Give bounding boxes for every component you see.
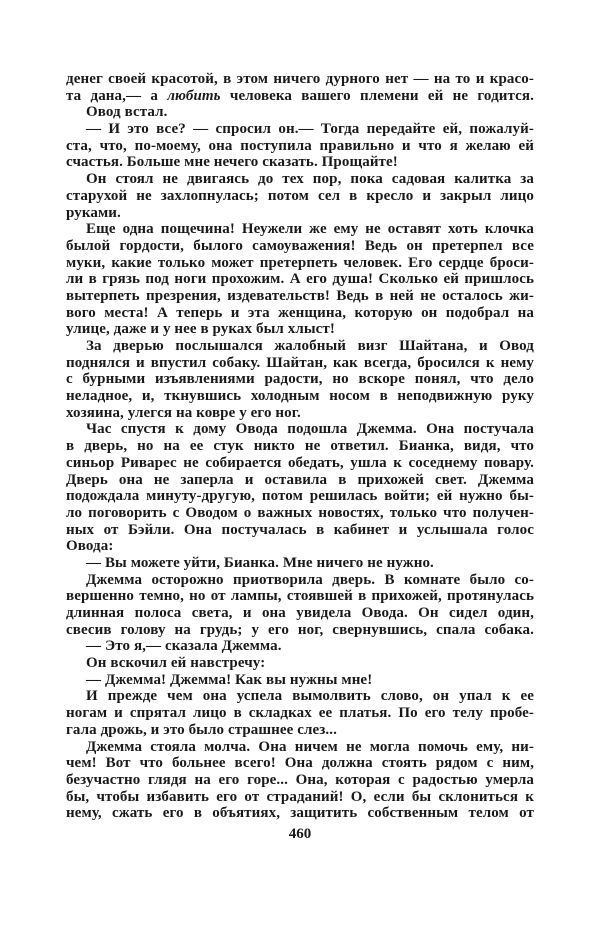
text-line: Дверь она не заперла и оставила в прихожей свет. Джемма bbox=[66, 471, 534, 488]
text-line: Джемма осторожно приотворила дверь. В комнате было со- bbox=[86, 571, 534, 588]
text-line: — Джемма! Джемма! Как вы нужны мне! bbox=[86, 671, 373, 688]
book-page-text bbox=[66, 71, 534, 822]
page-number: 460 bbox=[288, 826, 312, 842]
text-line: Час спустя к дому Овода подошла Джемма. Она постучала bbox=[86, 421, 534, 438]
text-line: ло поговорить с Оводом о важных новостях, только что получен- bbox=[66, 504, 534, 521]
text-span: человека вашего племени ей не годится. bbox=[220, 87, 534, 104]
text-line: в дверь, но на ее стук никто не ответил. Бианка, видя, что bbox=[66, 438, 534, 455]
text-line: ли в грязь под ноги прохожим. А его душа! Сколько ей пришлось bbox=[66, 271, 534, 288]
text-line: За дверью послышался жалобный визг Шайтана, и Овод bbox=[86, 338, 534, 354]
text-line: поднялся и впустил собаку. Шайтан, как всегда, бросился к нему bbox=[66, 354, 534, 371]
text-line: Еще одна пощечина! Неужели же ему не оставят хоть клочка bbox=[86, 221, 534, 238]
text-line: синьор Риварес не собирается обедать, ушла к соседнему повару. bbox=[66, 454, 534, 471]
text-line: ста, что, по-моему, она поступила правильно и что я желаю ей bbox=[66, 137, 534, 154]
text-line: Джемма стояла молча. Она ничем не могла помочь ему, ни- bbox=[86, 738, 534, 755]
text-line: с бурными изъявлениями радости, но вскоре понял, что дело bbox=[66, 371, 534, 388]
text-line: улице, даже и у нее в руках был хлыст! bbox=[66, 321, 335, 338]
text-line: неладное, и, ткнувшись холодным носом в неподвижную руку bbox=[66, 388, 534, 405]
text-line: нему, сжать его в объятиях, защитить собственным телом от bbox=[66, 805, 534, 822]
text-line: счастья. Больше мне нечего сказать. Прощайте! bbox=[66, 154, 398, 171]
text-line: вытерпеть презрения, издевательств! Ведь в ней не осталось жи- bbox=[66, 287, 534, 304]
text-line: бы, чтобы избавить его от страданий! О, если бы склониться к bbox=[66, 788, 534, 805]
text-line: Он стоял не двигаясь до тех пор, пока садовая калитка за bbox=[86, 171, 534, 188]
text-line: свесив голову на грудь; у его ног, свернувшись, спала собака. bbox=[66, 621, 534, 638]
text-line: И прежде чем она успела вымолвить слово, он упал к ее bbox=[86, 688, 534, 705]
text-line: хозяина, улегся на ковре у его ног. bbox=[66, 404, 301, 421]
text-line: ногам и спрятал лицо в складках ее платья. По его телу пробе- bbox=[66, 705, 534, 722]
text-line: гала дрожь, и это было страшнее слез... bbox=[66, 721, 337, 738]
text-line: Овода: bbox=[66, 538, 114, 555]
text-line: Овод встал. bbox=[86, 104, 168, 121]
text-line: чем! Вот что больнее всего! Она должна стоять рядом с ним, bbox=[66, 755, 534, 772]
text-span: та дана,— а bbox=[66, 87, 168, 104]
text-line: Он вскочил ей навстречу: bbox=[86, 655, 266, 672]
text-line: ных от Бэйли. Она постучалась в кабинет и услышала голос bbox=[66, 521, 534, 538]
text-line: старухой не захлопнулась; потом сел в кресло и закрыл лицо bbox=[66, 187, 534, 204]
text-line: руками. bbox=[66, 204, 121, 221]
italic-word: любить bbox=[167, 87, 221, 104]
text-line: длинная полоса света, и она увидела Овода. Он сидел один, bbox=[66, 605, 534, 621]
text-line: муки, какие только может претерпеть человек. Его сердце броси- bbox=[66, 254, 534, 271]
text-line: — Это я,— сказала Джемма. bbox=[86, 638, 282, 655]
text-line bbox=[66, 88, 534, 105]
text-line: былой гордости, былого самоуважения! Ведь он претерпел все bbox=[66, 237, 534, 254]
text-line: вого места! А теперь и эта женщина, которую он подобрал на bbox=[66, 304, 534, 321]
text-line: безучастно глядя на его горе... Она, которая с радостью умерла bbox=[66, 771, 534, 788]
text-line: подождала минуту-другую, потом решилась войти; ей нужно бы- bbox=[66, 488, 534, 505]
text-line: — И это все? — спросил он.— Тогда передайте ей, пожалуй- bbox=[86, 121, 534, 138]
text-line: — Вы можете уйти, Бианка. Мне ничего не нужно. bbox=[86, 554, 434, 571]
text-line: денег своей красотой, в этом ничего дурного нет — на то и красо- bbox=[66, 71, 534, 87]
text-line: вершенно темно, но от лампы, стоявшей в прихожей, протянулась bbox=[66, 588, 534, 605]
